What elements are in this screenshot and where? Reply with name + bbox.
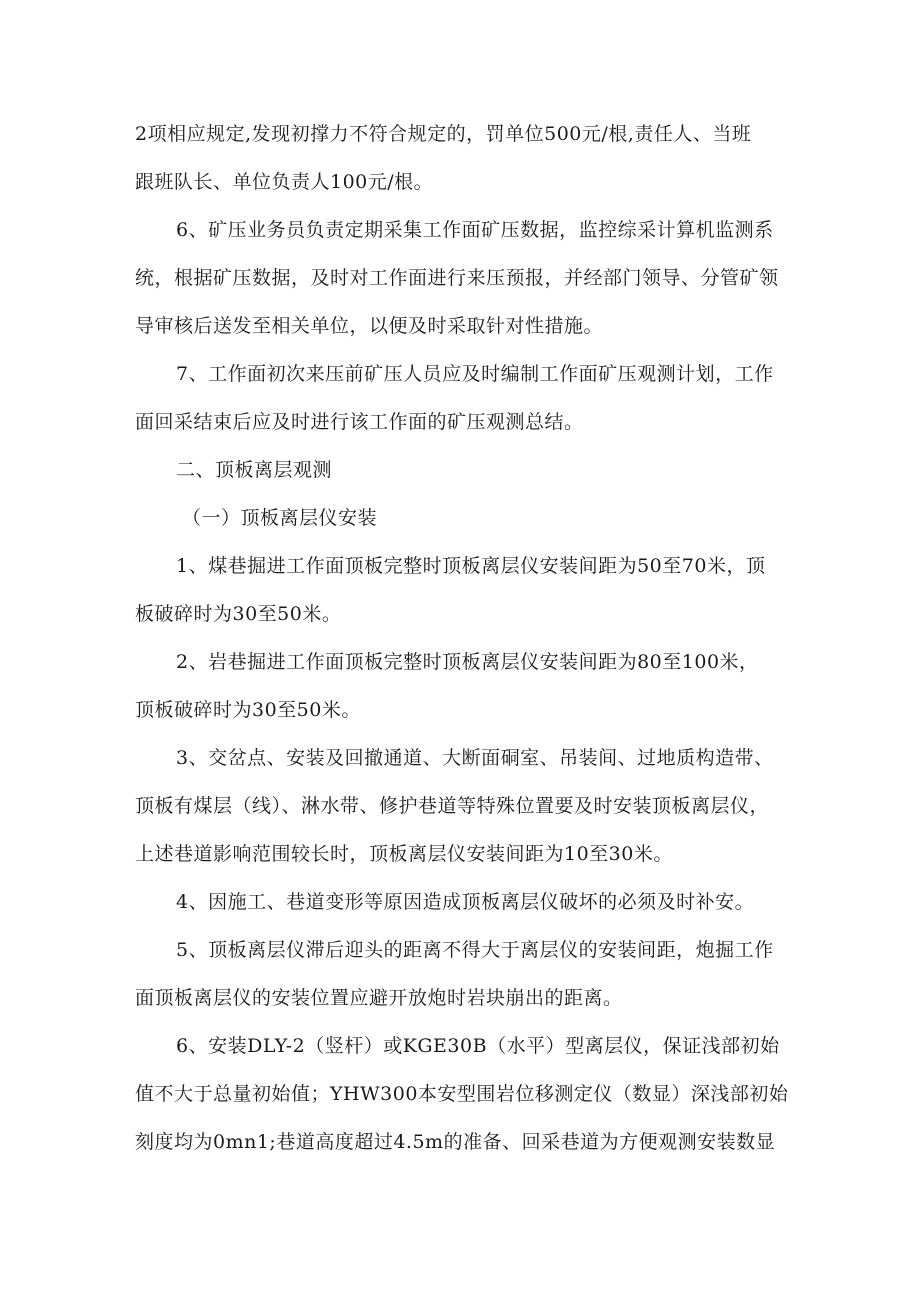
text-line-6: 7、工作面初次来压前矿压人员应及时编制工作面矿压观测计划，工作: [176, 363, 774, 385]
text-line-17: 4、因施工、巷道变形等原因造成顶板离层仪破坏的必须及时补安。: [176, 891, 755, 913]
text-line-18: 5、顶板离层仪滞后迎头的距离不得大于离层仪的安装间距，炮掘工作: [176, 939, 774, 961]
text-line-5: 导审核后送发至相关单位，以便及时采取针对性措施。: [135, 315, 604, 337]
text-line-11: 板破碎时为30至50米。: [135, 603, 342, 625]
text-line-1: 2项相应规定,发现初撑力不符合规定的，罚单位500元/根,责任人、当班: [135, 123, 752, 145]
text-line-16: 上述巷道影响范围较长时，顶板离层仪安装间距为10至30米。: [135, 843, 673, 865]
text-line-19: 面顶板离层仪的安装位置应避开放炮时岩块崩出的距离。: [135, 987, 623, 1009]
text-line-15: 顶板有煤层（线）、淋水带、修护巷道等特殊位置要及时安装顶板离层仪，: [135, 795, 770, 817]
text-line-20: 6、安装DLY-2（竖杆）或KGE30B（水平）型离层仪，保证浅部初始: [176, 1035, 780, 1057]
text-line-14: 3、交岔点、安装及回撤通道、大断面硐室、吊装间、过地质构造带、: [176, 747, 774, 769]
text-line-21: 值不大于总量初始值；YHW300本安型围岩位移测定仪（数显）深浅部初始: [135, 1083, 789, 1105]
text-line-12: 2、岩巷掘进工作面顶板完整时顶板离层仪安装间距为80至100米，: [176, 651, 759, 673]
text-line-2: 跟班队长、单位负责人100元/根。: [135, 171, 434, 193]
text-line-7: 面回采结束后应及时进行该工作面的矿压观测总结。: [135, 411, 584, 433]
text-line-4: 统，根据矿压数据，及时对工作面进行来压预报，并经部门领导、分管矿领: [135, 267, 779, 289]
text-line-10: 1、煤巷掘进工作面顶板完整时顶板离层仪安装间距为50至70米，顶: [176, 555, 766, 577]
text-line-3: 6、矿压业务员负责定期采集工作面矿压数据，监控综采计算机监测系: [176, 219, 774, 241]
section-heading: 二、顶板离层观测: [176, 459, 333, 481]
text-line-22: 刻度均为0mn1;巷道高度超过4.5m的准备、回采巷道为方便观测安装数显: [135, 1131, 776, 1153]
subsection-heading: （一）顶板离层仪安装: [182, 507, 378, 529]
text-line-13: 顶板破碎时为30至50米。: [135, 699, 361, 721]
